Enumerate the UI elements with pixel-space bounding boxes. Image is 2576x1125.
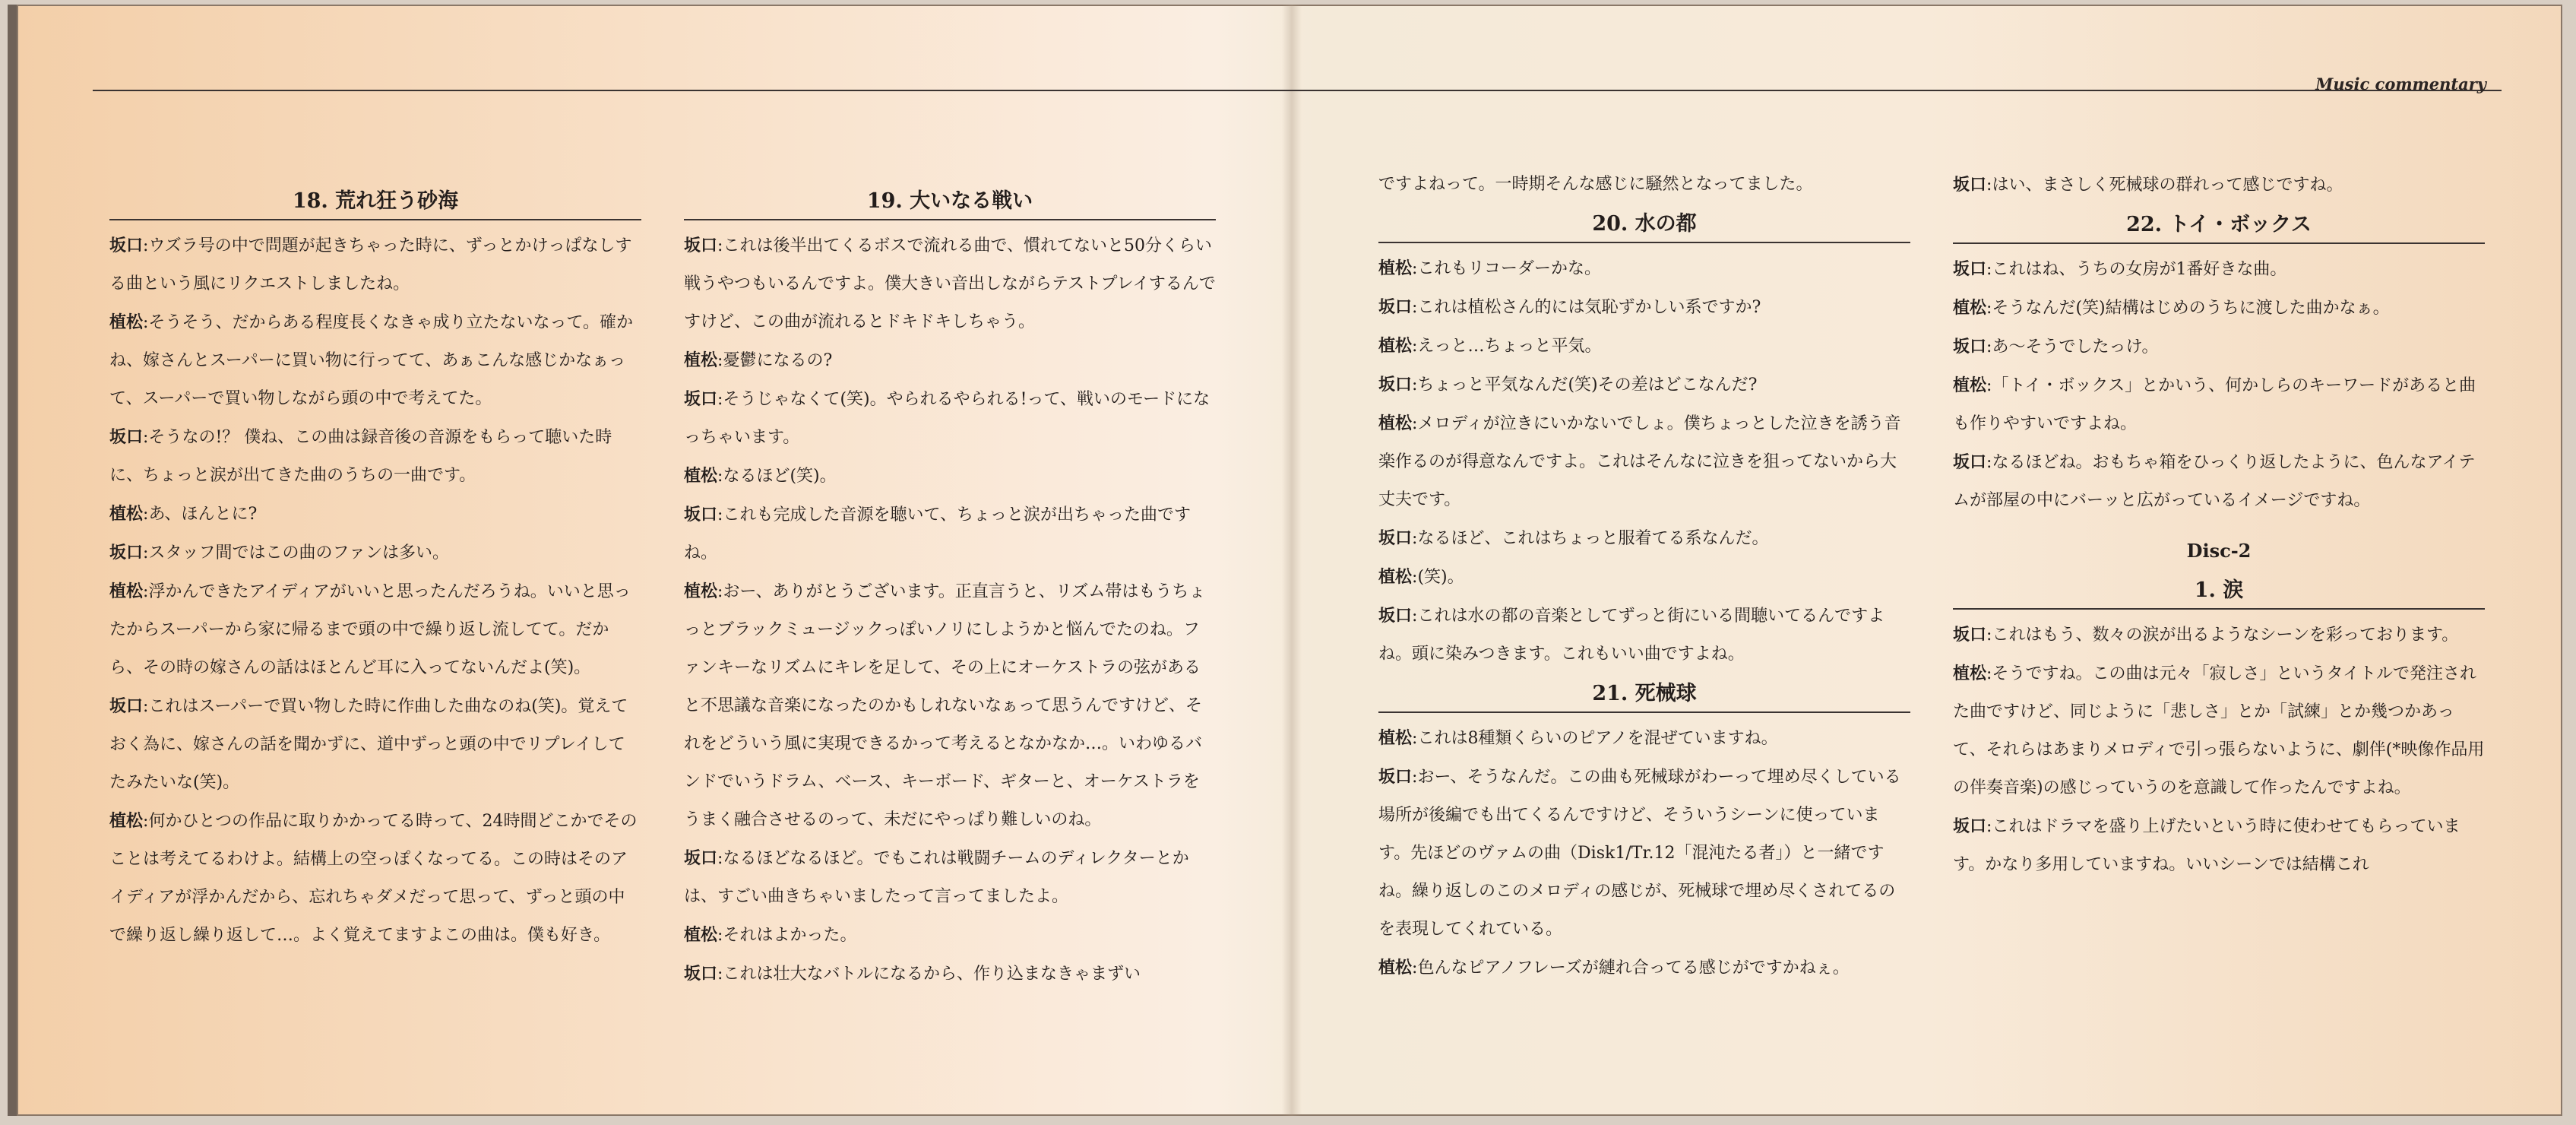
binding-fold (1282, 5, 1302, 1116)
dialogue-text: そうなの!？ 僕ね、この曲は録音後の音源をもらって聴いた時に、ちょっと涙が出てきた曲のうちの一曲です。 (109, 428, 612, 485)
dialogue-text: これもリコーダーかな。 (1417, 259, 1601, 278)
speaker-name: 坂口 (1378, 767, 1413, 787)
speaker-name: 坂口 (109, 696, 144, 716)
speaker-name: 植松 (1953, 376, 1987, 395)
dialogue-text: メロディが泣きにいかないでしょ。僕ちょっとした泣きを誘う音楽作るのが得意なんですよ。これはそんなに泣きを狙ってないから大丈夫です。 (1378, 414, 1901, 509)
dialogue-text: おー、ありがとうございます。正直言うと、リズム帯はもうちょっとブラックミュージックっぽいノリにしようかと悩んでたのね。ファンキーなリズムにキレを足して、その上にオーケストラの弦があると不思議な音楽になったのかもしれないなぁって思うんですけど、それをどういう風に実現できるかって考えるとなかなか…。いわゆるバンドでいうドラム、ベース、キーボード、ギターと、オーケストラをうまく融合させるのって、未だにやっぱり難しいのね。 (684, 582, 1206, 829)
section-title: 20. 水の都 (1378, 204, 1910, 243)
dialogue-text: なるほどね。おもちゃ箱をひっくり返したように、色んなアイテムが部屋の中にバーッと広がっているイメージですね。 (1953, 453, 2476, 510)
speaker-name: 坂口 (109, 236, 144, 255)
dialogue-text: これはスーパーで買い物した時に作曲した曲なのね(笑)。覚えておく為に、嫁さんの話を聞かずに、道中ずっと頭の中でリプレイしてたみたいな(笑)。 (109, 697, 628, 792)
speaker-colon: : (1986, 176, 1992, 195)
speaker-name: 植松 (109, 312, 144, 332)
dialogue-line (1378, 249, 1910, 288)
dialogue-text: そうそう、だからある程度長くなきゃ成り立たないなって。確かね、嫁さんとスーパーに買い物に行ってて、あぁこんな感じかなぁって、スーパーで買い物しながら頭の中で考えてた。 (109, 313, 633, 408)
dialogue-line (1953, 366, 2485, 443)
dialogue-text: これはね、うちの女房が1番好きな曲。 (1992, 260, 2287, 279)
speaker-colon: : (143, 812, 149, 831)
speaker-name: 坂口 (684, 848, 718, 868)
speaker-name: 植松 (109, 811, 144, 831)
speaker-colon: : (143, 697, 149, 716)
dialogue-line (109, 227, 641, 303)
dialogue-line (1953, 807, 2485, 884)
speaker-name: 植松 (109, 504, 144, 524)
dialogue-line (1378, 949, 1910, 987)
speaker-name: 坂口 (1378, 606, 1413, 626)
speaker-colon: : (143, 313, 149, 332)
speaker-colon: : (143, 582, 149, 601)
speaker-colon: : (1986, 299, 1992, 318)
dialogue-continuation: ですよねって。一時期そんな感じに騒然となってました。 (1378, 175, 1813, 194)
dialogue-line (1953, 443, 2485, 520)
dialogue-line (1378, 597, 1910, 673)
speaker-colon: : (143, 543, 149, 562)
page-header: Music commentary (2315, 74, 2486, 93)
dialogue-text: これは壮大なバトルになるから、作り込まなきゃまずい (723, 965, 1141, 984)
dialogue-line (684, 457, 1216, 496)
speaker-name: 植松 (1378, 336, 1413, 356)
dialogue-text: あ～そうでしたっけ。 (1992, 338, 2159, 357)
section-title: 18. 荒れ狂う砂海 (109, 181, 641, 220)
speaker-name: 坂口 (1378, 297, 1413, 317)
dialogue-text: あ、ほんとに? (148, 505, 258, 524)
speaker-name: 坂口 (109, 543, 144, 562)
speaker-colon: : (1412, 959, 1418, 978)
header-rule (93, 90, 2502, 91)
speaker-colon: : (1986, 338, 1992, 357)
dialogue-text: 色んなピアノフレーズが縺れ合ってる感じがですかねぇ。 (1417, 959, 1850, 978)
speaker-name: 坂口 (684, 389, 718, 409)
dialogue-line (109, 802, 641, 955)
dialogue-text: おー、そうなんだ。この曲も死械球がわーって埋め尽くしている場所が後編でも出てくるんですけど、そういうシーンに使っています。先ほどのヴァムの曲（Disk1/Tr.12「混沌たる者」）と一緒ですね。繰り返しのこのメロディの感じが、死械球で埋め尽くされてるのを表現してくれている。 (1378, 768, 1901, 939)
dialogue-line (684, 496, 1216, 572)
dialogue-text: ウズラ号の中で問題が起きちゃった時に、ずっとかけっぱなしする曲という風にリクエストしましたね。 (109, 236, 632, 293)
speaker-name: 植松 (1378, 958, 1413, 978)
speaker-name: 坂口 (684, 505, 718, 524)
dialogue-line (109, 495, 641, 534)
speaker-colon: : (1986, 260, 1992, 279)
speaker-name: 坂口 (684, 236, 718, 255)
dialogue-line (1378, 366, 1910, 404)
speaker-name: 植松 (1953, 298, 1987, 318)
speaker-colon: : (143, 236, 149, 255)
column-1 (109, 181, 641, 955)
dialogue-line (684, 227, 1216, 341)
speaker-colon: : (1412, 376, 1418, 395)
dialogue-line (1378, 558, 1910, 597)
booklet-edge (8, 5, 17, 1116)
speaker-name: 植松 (1953, 664, 1987, 683)
dialogue-text: (笑)。 (1417, 568, 1464, 587)
speaker-name: 坂口 (684, 964, 718, 984)
speaker-colon: : (1412, 529, 1418, 548)
speaker-name: 植松 (684, 582, 718, 601)
dialogue-text: これはドラマを盛り上げたいという時に使わせてもらっています。かなり多用していますね。いいシーンでは結構これ (1953, 817, 2460, 874)
speaker-colon: : (143, 505, 149, 524)
dialogue-text: はい、まさしく死械球の群れって感じですね。 (1992, 176, 2343, 195)
dialogue-text: なるほどなるほど。でもこれは戦闘チームのディレクターとかは、すごい曲きちゃいましたって言ってましたよ。 (684, 849, 1189, 906)
speaker-name: 植松 (1378, 414, 1413, 433)
dialogue-line (684, 955, 1216, 993)
booklet-spread (17, 5, 2562, 1116)
speaker-colon: : (1986, 376, 1992, 395)
speaker-colon: : (717, 965, 723, 984)
dialogue-line (1953, 654, 2485, 807)
speaker-name: 植松 (1378, 567, 1413, 587)
speaker-name: 植松 (1378, 258, 1413, 278)
dialogue-line (109, 303, 641, 418)
dialogue-text: 何かひとつの作品に取りかかってる時って、24時間どこかでそのことは考えてるわけよ。結構上の空っぽくなってる。この時はそのアイディアが浮かんだから、忘れちゃダメだって思って、ずっと頭の中で繰り返し繰り返して…。よく覚えてますよこの曲は。僕も好き。 (109, 812, 638, 945)
dialogue-text: なるほど(笑)。 (723, 467, 837, 486)
dialogue-line (1953, 328, 2485, 366)
dialogue-line (1953, 289, 2485, 328)
speaker-name: 坂口 (1953, 259, 1987, 279)
dialogue-text: これは水の都の音楽としてずっと街にいる間聴いてるんですよね。頭に染みつきます。これもいい曲ですよね。 (1378, 607, 1885, 664)
speaker-name: 植松 (684, 925, 718, 945)
section-title: 22. トイ・ボックス (1953, 204, 2485, 244)
speaker-colon: : (1986, 453, 1992, 472)
speaker-name: 植松 (684, 350, 718, 370)
dialogue-line (109, 572, 641, 687)
section-title: 19. 大いなる戦い (684, 181, 1216, 220)
dialogue-line (109, 534, 641, 572)
speaker-colon: : (1986, 817, 1992, 836)
section-title: 21. 死械球 (1378, 673, 1910, 713)
dialogue-text: なるほど、これはちょっと服着てる系なんだ。 (1417, 529, 1769, 548)
speaker-colon: : (717, 351, 723, 370)
speaker-colon: : (1412, 607, 1418, 626)
dialogue-line (1378, 719, 1910, 758)
speaker-colon: : (1412, 568, 1418, 587)
dialogue-line (1953, 616, 2485, 654)
speaker-colon: : (1412, 729, 1418, 748)
dialogue-line (1378, 519, 1910, 558)
speaker-colon: : (1412, 259, 1418, 278)
disc-heading: Disc-2 (2186, 540, 2252, 562)
speaker-name: 植松 (684, 466, 718, 486)
speaker-name: 坂口 (1378, 375, 1413, 395)
speaker-name: 坂口 (1953, 337, 1987, 357)
dialogue-line (684, 572, 1216, 839)
speaker-colon: : (1986, 664, 1992, 683)
speaker-colon: : (1412, 414, 1418, 433)
speaker-colon: : (717, 236, 723, 255)
dialogue-text: 憂鬱になるの? (723, 351, 833, 370)
dialogue-line (1378, 288, 1910, 327)
dialogue-line (109, 418, 641, 495)
column-2 (684, 181, 1216, 993)
speaker-name: 植松 (1378, 728, 1413, 748)
speaker-colon: : (1412, 298, 1418, 317)
dialogue-text: そうですね。この曲は元々「寂しさ」というタイトルで発注された曲ですけど、同じように「悲しさ」とか「試練」とか幾つかあって、それらはあまりメロディで引っ張らないように、劇伴(*映像作品用の伴奏音楽)の感じっていうのを意識して作ったんですよね。 (1953, 664, 2485, 797)
speaker-name: 坂口 (109, 427, 144, 447)
dialogue-line (109, 687, 641, 802)
dialogue-line (684, 341, 1216, 380)
column-3 (1378, 166, 1910, 987)
speaker-colon: : (717, 849, 723, 868)
dialogue-text: 浮かんできたアイディアがいいと思ったんだろうね。いいと思ったからスーパーから家に帰るまで頭の中で繰り返し流してて。だから、その時の嫁さんの話はほとんど耳に入ってないんだよ(笑)。 (109, 582, 631, 677)
dialogue-line (1953, 250, 2485, 289)
dialogue-text: これは植松さん的には気恥ずかしい系ですか? (1417, 298, 1761, 317)
speaker-colon: : (1412, 768, 1418, 787)
speaker-name: 坂口 (1953, 175, 1987, 195)
dialogue-line (684, 916, 1216, 955)
speaker-name: 坂口 (1378, 528, 1413, 548)
dialogue-text: 「トイ・ボックス」とかいう、何かしらのキーワードがあると曲も作りやすいですよね。 (1953, 376, 2476, 433)
speaker-colon: : (717, 390, 723, 409)
speaker-name: 坂口 (1953, 816, 1987, 836)
dialogue-text: そうなんだ(笑)結構はじめのうちに渡した曲かなぁ。 (1992, 299, 2390, 318)
dialogue-text: えっと…ちょっと平気。 (1417, 337, 1602, 356)
dialogue-line (1378, 758, 1910, 949)
dialogue-text: これは8種類くらいのピアノを混ぜていますね。 (1417, 729, 1778, 748)
column-4 (1953, 166, 2485, 884)
speaker-colon: : (1412, 337, 1418, 356)
speaker-colon: : (717, 467, 723, 486)
dialogue-line (1378, 327, 1910, 366)
dialogue-line (1378, 404, 1910, 519)
speaker-colon: : (717, 926, 723, 945)
dialogue-line (1953, 166, 2485, 204)
dialogue-text: ちょっと平気なんだ(笑)その差はどこなんだ? (1417, 376, 1758, 395)
speaker-name: 植松 (109, 582, 144, 601)
dialogue-text: これは後半出てくるボスで流れる曲で、慣れてないと50分くらい戦うやつもいるんですよ。僕大きい音出しながらテストプレイするんですけど、この曲が流れるとドキドキしちゃう。 (684, 236, 1216, 331)
speaker-name: 坂口 (1953, 625, 1987, 645)
dialogue-text: それはよかった。 (723, 926, 857, 945)
dialogue-line (684, 380, 1216, 457)
dialogue-line (684, 839, 1216, 916)
speaker-colon: : (717, 505, 723, 524)
dialogue-text: そうじゃなくて(笑)。やられるやられる!って、戦いのモードになっちゃいます。 (684, 390, 1210, 447)
speaker-colon: : (1986, 626, 1992, 645)
speaker-name: 坂口 (1953, 452, 1987, 472)
dialogue-text: これも完成した音源を聴いて、ちょっと涙が出ちゃった曲ですね。 (684, 505, 1191, 562)
speaker-colon: : (717, 582, 723, 601)
dialogue-text: これはもう、数々の涙が出るようなシーンを彩っております。 (1992, 626, 2459, 645)
dialogue-text: スタッフ間ではこの曲のファンは多い。 (148, 543, 449, 562)
speaker-colon: : (143, 428, 149, 447)
section-title: 1. 涙 (1953, 570, 2485, 610)
